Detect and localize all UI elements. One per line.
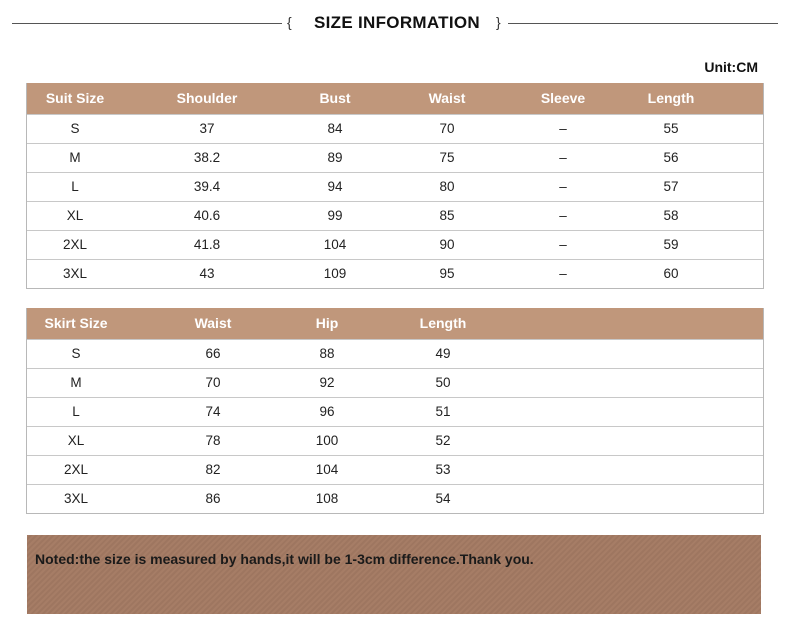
table-cell: – [559,179,567,194]
table-cell: 94 [327,179,343,194]
table-cell: 49 [435,346,451,361]
table-cell: 43 [199,266,215,281]
table-cell: 3XL [63,491,89,506]
table-cell: 70 [439,121,455,136]
table-cell: – [559,150,567,165]
suit-size-table [26,83,764,289]
table-row [27,172,763,201]
table-cell: 100 [315,433,339,448]
table-cell: 56 [663,150,679,165]
table-cell: L [71,179,79,194]
table-row [27,455,763,484]
measurement-note-text: Noted:the size is measured by hands,it will be 1-3cm difference.Thank you. [35,551,534,567]
table-row [27,339,763,368]
table-row [27,397,763,426]
table-cell: 90 [439,237,455,252]
table-cell: 108 [315,491,339,506]
title-brace-left: { [287,14,292,30]
table-row [27,114,763,143]
suit-header-waist: Waist [428,90,466,106]
title-divider-left [12,23,282,24]
unit-label: Unit:CM [704,59,758,75]
table-cell: 74 [205,404,221,419]
table-cell: – [559,121,567,136]
table-cell: 52 [435,433,451,448]
table-cell: S [71,346,81,361]
title-divider-right [508,23,778,24]
table-cell: 70 [205,375,221,390]
skirt-header-hip: Hip [315,315,339,331]
table-cell: 2XL [62,237,88,252]
table-cell: 40.6 [193,208,221,223]
table-cell: M [69,150,81,165]
measurement-note-box [27,535,761,614]
table-cell: 50 [435,375,451,390]
table-cell: 54 [435,491,451,506]
skirt-size-table [26,308,764,514]
table-cell: XL [66,208,84,223]
table-cell: 78 [205,433,221,448]
suit-header-sleeve: Sleeve [540,90,586,106]
table-cell: M [70,375,82,390]
table-cell: – [559,237,567,252]
table-row [27,368,763,397]
table-cell: S [70,121,80,136]
table-cell: L [72,404,80,419]
table-cell: 88 [319,346,335,361]
table-cell: – [559,208,567,223]
table-cell: 80 [439,179,455,194]
page-title: SIZE INFORMATION [314,13,480,32]
table-cell: 89 [327,150,343,165]
table-cell: 51 [435,404,451,419]
suit-header-bust: Bust [319,90,351,106]
page-title-bar [12,10,778,38]
suit-header-shoulder: Shoulder [176,90,238,106]
table-cell: 75 [439,150,455,165]
table-cell: 109 [323,266,347,281]
skirt-header-waist: Waist [194,315,232,331]
table-cell: 104 [315,462,339,477]
table-row [27,201,763,230]
table-cell: 37 [199,121,215,136]
table-cell: 99 [327,208,343,223]
skirt-table-header [27,308,763,339]
table-cell: 59 [663,237,679,252]
table-cell: 55 [663,121,679,136]
table-cell: 53 [435,462,451,477]
skirt-header-length: Length [419,315,467,331]
table-row [27,230,763,259]
table-cell: 57 [663,179,679,194]
table-cell: 82 [205,462,221,477]
table-row [27,259,763,288]
skirt-header-size: Skirt Size [44,315,108,331]
title-brace-right: } [496,14,501,30]
table-cell: 66 [205,346,221,361]
table-cell: 3XL [62,266,88,281]
suit-header-size: Suit Size [45,90,105,106]
suit-table-header [27,83,763,114]
table-cell: 86 [205,491,221,506]
table-cell: 95 [439,266,455,281]
table-cell: 96 [319,404,335,419]
table-cell: XL [67,433,85,448]
table-cell: 84 [327,121,343,136]
table-row [27,426,763,455]
table-cell: 39.4 [193,179,221,194]
table-row [27,143,763,172]
table-cell: 58 [663,208,679,223]
suit-header-length: Length [647,90,695,106]
table-cell: 92 [319,375,335,390]
table-cell: 85 [439,208,455,223]
table-row [27,484,763,513]
table-cell: 60 [663,266,679,281]
table-cell: 38.2 [193,150,221,165]
table-cell: 41.8 [193,237,221,252]
table-cell: 104 [323,237,347,252]
table-cell: 2XL [63,462,89,477]
table-cell: – [559,266,567,281]
